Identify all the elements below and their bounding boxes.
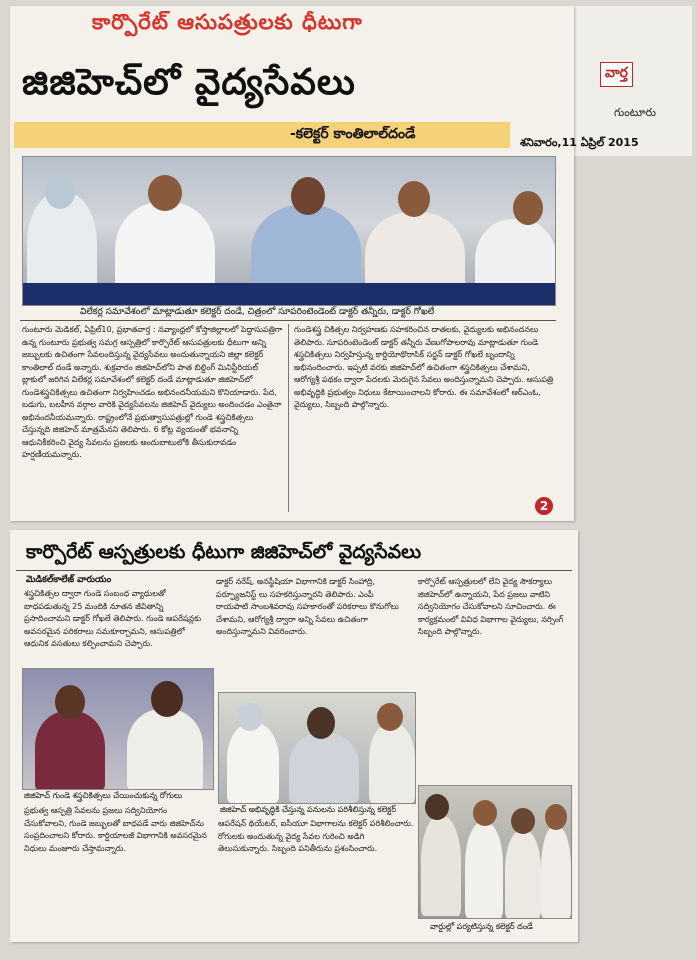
secondary-bottom-mid: ఆపరేషన్ థియేటర్, ఐసీయూ విభాగాలను కలెక్టర్ పరిశీలించారు. రోగులకు అందుతున్న వైద్య సేవల గురించి అడిగి తెలుసుకున్నారు. సిబ్బంది పనితీరును ప్రశంసించారు. <box>218 819 414 853</box>
article-column-1: గుంటూరు మెడికల్, ఏప్రిల్‌10, ప్రభాతవార్త : నవ్యాంధ్రలో కోస్తాజిల్లాలలో పెద్దాసుపత్రిగా ఉన్న గుంటూరు ప్రభుత్వ సమగ్ర ఆస్పత్రిలో కార్పొరేట్ ఆసుపత్రులకు ధీటుగా అన్ని జబ్బులకు ఉచితంగా సేవలందిస్తున్న వైద్యసేవలు అందుతున్నాయని జిల్లా కలెక్టర్ కాంతిలాల్ దండే అన్నారు. శుక్రవారం జిజిహెచ్‌లోని పాత బిల్డింగ్ మినిస్టీరియల్ బ్లాకులో జరిగిన విలేకర్ల సమావేశంలో కలెక్టర్ దండే మాట్లాడుతూ జిజిహెచ్‌లో గుండెశస్త్రచికిత్సలు ఉచితంగా నిర్వహించడం అభినందనీయమని కొనియాడారు. పేద, బడుగు, బలహీన వర్గాల వారికి వైద్యసేవలను జిజిహెచ్ వైద్యులు అందించడం ఎంతైనా అభినందనీయమన్నారు. రాష్ట్రంలోనే ప్రభుత్వాసుపత్రుల్లో గుండె శస్త్రచికిత్సలు చేస్తున్నది జిజిహెచ్ మాత్రమేనని తెలిపారు. 6 కోట్ల వ్యయంతో భవనాన్ని ఆధునికీకరించి వైద్య సేవలను ప్రజలకు అందుబాటులోకి తీసుకురావడం హర్షణీయమన్నారు. <box>22 325 283 459</box>
patients-photo <box>22 668 214 790</box>
inspection-photo-caption: జిజిహెచ్ అభివృద్ధికి చేస్తున్న పనులను పరిశీలిస్తున్న కలెక్టర్ <box>220 805 397 814</box>
patients-photo-caption: జిజిహెచ్ గుండె శస్త్రచికిత్సలు చేయించుకున్న రోగులు <box>24 791 183 800</box>
masthead-logo: వార్త <box>600 62 633 87</box>
inspection-photo <box>218 692 416 804</box>
subhead: -కలెక్టర్ కాంతిలాల్‌దండే <box>290 126 416 142</box>
issue-date: శనివారం,11 ఏప్రిల్ 2015 <box>520 136 639 149</box>
secondary-column-3: కార్పొరేట్ ఆస్పత్రులలో లేని వైద్య సౌకర్యాలు జిజిహెచ్‌లో ఉన్నాయని, పేద ప్రజలు వాటిని సద్వినియోగం చేసుకోవాలని సూచించారు. ఈ కార్యక్రమంలో వివిధ విభాగాల వైద్యులు, నర్సింగ్ సిబ్బంది పాల్గొన్నారు. <box>418 577 564 636</box>
press-meet-photo <box>22 156 556 306</box>
page-number-badge: 2 <box>535 497 553 515</box>
edition-city: గుంటూరు <box>614 106 656 119</box>
subhead-band <box>14 122 510 148</box>
secondary-headline: కార్పొరేట్ ఆస్పత్రులకు ధీటుగా జిజిహెచ్‌లో వైద్యసేవలు <box>26 541 422 563</box>
kicker-headline: కార్పొరేట్ ఆసుపత్రులకు ధీటుగా <box>92 10 363 34</box>
main-headline: జిజిహెచ్‌లో వైద్యసేవలు <box>22 62 356 103</box>
secondary-bottom-left: ప్రభుత్వ ఆస్పత్రి సేవలను ప్రజలు సద్వినియోగం చేసుకోవాలని, గుండె జబ్బులతో బాధపడే వారు జిజిహెచ్‌ను సంప్రదించాలని కోరారు. కార్డియాలజీ విభాగానికి అవసరమైన నిధులు మంజూరు చేస్తామన్నారు. <box>24 806 207 853</box>
ward-visit-caption: వార్డుల్లో పర్యటిస్తున్న కలెక్టర్ దండే <box>430 922 533 931</box>
masthead-panel <box>574 6 692 156</box>
press-meet-caption: విలేకర్ల సమావేశంలో మాట్లాడుతూ కలెక్టర్ దండే, చిత్రంలో సూపరింటెండెంట్ డాక్టర్ తన్నీరు, డాక్టర్ గోఖలే <box>80 307 435 317</box>
dateline: మెడికల్‌కాలేజ్ వారుయం <box>26 575 112 585</box>
article-column-2: గుండెశస్త్ర చికిత్సల నిర్వహణకు సహకరించిన దాతలకు, వైద్యులకు అభినందనలు తెలిపారు. సూపరింటెండెంట్ డాక్టర్ తన్నీరు వేణుగోపాలరావు మాట్లాడుతూ గుండె శస్త్రచికిత్సలు నిర్వహిస్తున్న కార్డియోథొరాసిక్ సర్జన్ డాక్టర్ గోఖలే బృందాన్ని అభినందించారు. ఇప్పటి వరకు జిజిహెచ్‌లో ఉచితంగా శస్త్రచికిత్సలు చేశామని, ఆరోగ్యశ్రీ పథకం ద్వారా పేదలకు మెరుగైన సేవలు అందిస్తున్నామని చెప్పారు. ఆసుపత్రి అభివృద్ధికి ప్రభుత్వం నిధులు కేటాయించాలని కోరారు. ఈ సమావేశంలో ఆర్‌ఎంఓ, వైద్యులు, సిబ్బంది పాల్గొన్నారు. <box>294 325 554 409</box>
secondary-column-1: శస్త్రచికిత్సల ద్వారా గుండె సంబంధ వ్యాధులతో బాధపడుతున్న 25 మందికి నూతన జీవితాన్ని ప్రసాదించామని డాక్టర్ గోఖలే తెలిపారు. గుండె ఆపరేషన్లకు అవసరమైన పరికరాలు సమకూర్చామని, ఆసుపత్రిలో ఆధునిక వసతులు కల్పించామని చెప్పారు. <box>24 589 202 648</box>
secondary-column-2: డాక్టర్ నరేష్, అనస్థీషియా విభాగానికి డాక్టర్ సింహాద్రి, పర్ఫ్యూజనిస్ట్ లు సహకరిస్తున్నారని తెలిపారు. ఎంపీ రాయపాటి సాంబశివరావు సహకారంతో పరికరాలు కొనుగోలు చేశామని, ఆరోగ్యశ్రీ ద్వారా అన్ని సేవలు ఉచితంగా అందిస్తున్నామని వివరించారు. <box>216 577 399 636</box>
ward-visit-photo <box>418 785 572 919</box>
